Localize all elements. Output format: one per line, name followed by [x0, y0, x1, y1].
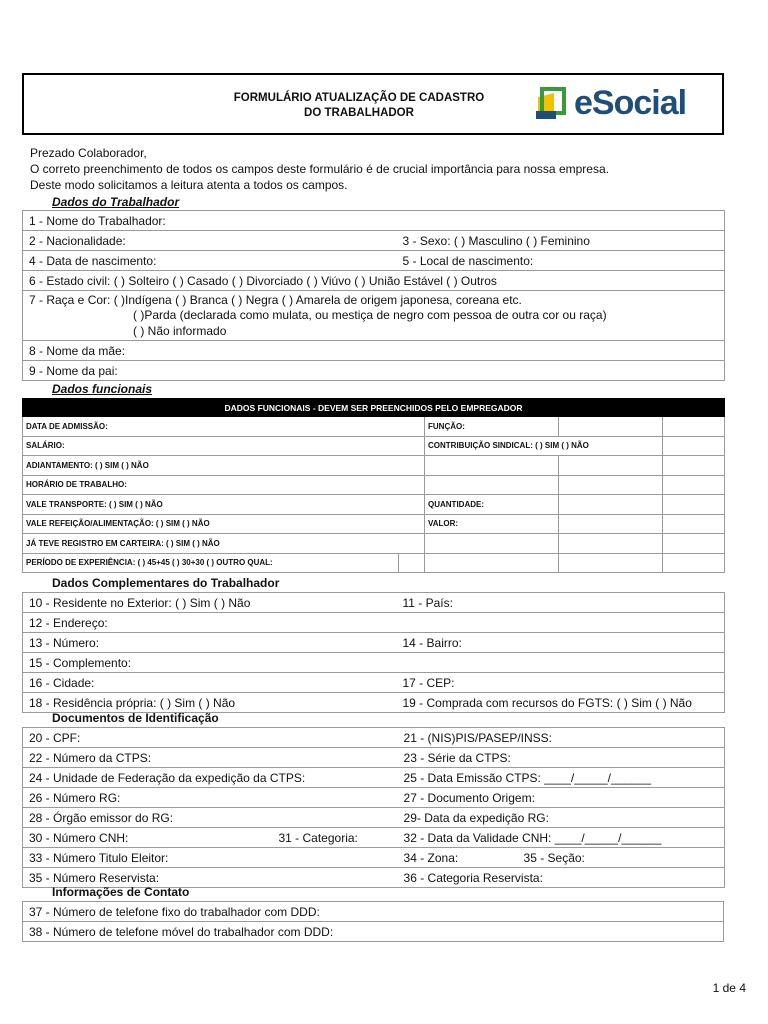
- field-validade-cnh[interactable]: 32 - Data da Validade CNH: ____/_____/______: [398, 828, 725, 848]
- section-title-dados-funcionais: Dados funcionais: [52, 382, 153, 396]
- field-residencia-propria[interactable]: 18 - Residência própria: ( ) Sim ( ) Não: [23, 693, 397, 713]
- field-numero-ctps[interactable]: 22 - Número da CTPS:: [23, 748, 398, 768]
- field-numero-reservista[interactable]: 35 - Número Reservista:: [23, 868, 398, 888]
- section-title-documentos: Documentos de Identificação: [52, 711, 219, 725]
- field-periodo-experiencia[interactable]: PERÍODO DE EXPERIÊNCIA: ( ) 45+45 ( ) 30+30 ( ) OUTRO QUAL:: [23, 553, 399, 573]
- cell-funcao-extra[interactable]: [663, 417, 725, 437]
- cell-quantidade-value[interactable]: [559, 495, 663, 515]
- field-cep[interactable]: 17 - CEP:: [397, 673, 725, 693]
- field-sexo[interactable]: 3 - Sexo: ( ) Masculino ( ) Feminino: [397, 231, 725, 251]
- cell-horario-b[interactable]: [559, 475, 663, 495]
- dados-funcionais-header: DADOS FUNCIONAIS - DEVEM SER PREENCHIDOS PELO EMPREGADOR: [23, 399, 725, 417]
- field-zona[interactable]: 34 - Zona:: [398, 848, 518, 868]
- field-numero-cnh[interactable]: 30 - Número CNH:: [23, 828, 273, 848]
- form-title-line1: FORMULÁRIO ATUALIZAÇÃO DE CADASTRO: [233, 92, 485, 104]
- section-title-dados-trabalhador: Dados do Trabalhador: [52, 195, 180, 209]
- section-title-contato: Informações de Contato: [52, 885, 190, 899]
- field-estado-civil[interactable]: 6 - Estado civil: ( ) Solteiro ( ) Casado ( ) Divorciado ( ) Viúvo ( ) União Estável ( ) Outros: [23, 271, 725, 291]
- esocial-logo-text: eSocial: [574, 84, 687, 122]
- field-data-expedicao-rg[interactable]: 29- Data da expedição RG:: [398, 808, 725, 828]
- field-contribuicao-sindical[interactable]: CONTRIBUIÇÃO SINDICAL: ( ) SIM ( ) NÃO: [425, 436, 663, 456]
- raca-cor-line2: ( )Parda (declarada como mulata, ou mestiça de negro com pessoa de outra cor ou raça): [133, 308, 607, 323]
- field-cidade[interactable]: 16 - Cidade:: [23, 673, 397, 693]
- cell-valor-extra[interactable]: [663, 514, 725, 534]
- field-telefone-movel[interactable]: 38 - Número de telefone móvel do trabalhador com DDD:: [23, 922, 724, 942]
- cell-registro-b[interactable]: [559, 534, 663, 554]
- cell-registro-c[interactable]: [663, 534, 725, 554]
- form-title-line2: DO TRABALHADOR: [304, 107, 414, 119]
- dados-complementares-table: [22, 592, 725, 713]
- raca-cor-line1: 7 - Raça e Cor: ( )Indígena ( ) Branca ( ) Negra ( ) Amarela de origem japonesa, coreana etc.: [29, 292, 522, 307]
- cell-adiant-b[interactable]: [559, 456, 663, 476]
- field-nacionalidade[interactable]: 2 - Nacionalidade:: [23, 231, 397, 251]
- field-endereco[interactable]: 12 - Endereço:: [23, 613, 725, 633]
- field-telefone-fixo[interactable]: 37 - Número de telefone fixo do trabalhador com DDD:: [23, 902, 724, 922]
- cell-contrib-extra[interactable]: [663, 436, 725, 456]
- field-horario-trabalho[interactable]: HORÁRIO DE TRABALHO:: [23, 475, 425, 495]
- field-vale-refeicao[interactable]: VALE REFEIÇÃO/ALIMENTAÇÃO: ( ) SIM ( ) NÃO: [23, 514, 425, 534]
- intro-line1: Prezado Colaborador,: [30, 146, 147, 160]
- field-pais[interactable]: 11 - País:: [397, 593, 725, 613]
- dados-funcionais-table: [22, 398, 725, 573]
- field-bairro[interactable]: 14 - Bairro:: [397, 633, 725, 653]
- cell-funcao-value[interactable]: [559, 417, 663, 437]
- field-nome-mae[interactable]: 8 - Nome da mãe:: [23, 341, 725, 361]
- cell-experiencia-a[interactable]: [425, 553, 559, 573]
- field-local-nascimento[interactable]: 5 - Local de nascimento:: [397, 251, 725, 271]
- cell-horario-c[interactable]: [663, 475, 725, 495]
- intro-line3: Deste modo solicitamos a leitura atenta a todos os campos.: [30, 178, 348, 192]
- field-numero[interactable]: 13 - Número:: [23, 633, 397, 653]
- field-vale-transporte[interactable]: VALE TRANSPORTE: ( ) SIM ( ) NÃO: [23, 495, 425, 515]
- field-secao[interactable]: 35 - Seção:: [518, 848, 725, 868]
- field-funcao[interactable]: FUNÇÃO:: [425, 417, 559, 437]
- field-valor[interactable]: VALOR:: [425, 514, 559, 534]
- field-residente-exterior[interactable]: 10 - Residente no Exterior: ( ) Sim ( ) Não: [23, 593, 397, 613]
- page-number: 1 de 4: [712, 981, 746, 995]
- cell-registro-a[interactable]: [425, 534, 559, 554]
- field-salario[interactable]: SALÁRIO:: [23, 436, 425, 456]
- field-orgao-emissor-rg[interactable]: 28 - Órgão emissor do RG:: [23, 808, 398, 828]
- field-uf-ctps[interactable]: 24 - Unidade de Federação da expedição da CTPS:: [23, 768, 398, 788]
- field-numero-rg[interactable]: 26 - Número RG:: [23, 788, 398, 808]
- field-titulo-eleitor[interactable]: 33 - Número Titulo Eleitor:: [23, 848, 398, 868]
- field-raca-cor[interactable]: [23, 291, 725, 341]
- cell-valor-value[interactable]: [559, 514, 663, 534]
- field-data-nascimento[interactable]: 4 - Data de nascimento:: [23, 251, 397, 271]
- field-categoria-reservista[interactable]: 36 - Categoria Reservista:: [398, 868, 725, 888]
- field-comprada-fgts[interactable]: 19 - Comprada com recursos do FGTS: ( ) Sim ( ) Não: [397, 693, 725, 713]
- field-nome-trabalhador[interactable]: 1 - Nome do Trabalhador:: [23, 211, 725, 231]
- documentos-table: [22, 727, 725, 888]
- form-header: [22, 73, 724, 135]
- field-nome-pai[interactable]: 9 - Nome da pai:: [23, 361, 725, 381]
- field-serie-ctps[interactable]: 23 - Série da CTPS:: [398, 748, 725, 768]
- intro-line2: O correto preenchimento de todos os campos deste formulário é de crucial importância para nossa empresa.: [30, 162, 609, 176]
- contato-table: [22, 901, 724, 942]
- field-cpf[interactable]: 20 - CPF:: [23, 728, 398, 748]
- dados-trabalhador-table: [22, 210, 725, 381]
- field-nis-pis[interactable]: 21 - (NIS)PIS/PASEP/INSS:: [398, 728, 725, 748]
- raca-cor-line3: ( ) Não informado: [133, 323, 227, 338]
- cell-quantidade-extra[interactable]: [663, 495, 725, 515]
- field-registro-carteira[interactable]: JÁ TEVE REGISTRO EM CARTEIRA: ( ) SIM ( ) NÃO: [23, 534, 425, 554]
- field-complemento[interactable]: 15 - Complemento:: [23, 653, 725, 673]
- field-data-emissao-ctps[interactable]: 25 - Data Emissão CTPS: ____/_____/______: [398, 768, 725, 788]
- field-adiantamento[interactable]: ADIANTAMENTO: ( ) SIM ( ) NÃO: [23, 456, 425, 476]
- cell-adiant-c[interactable]: [663, 456, 725, 476]
- field-quantidade[interactable]: QUANTIDADE:: [425, 495, 559, 515]
- esocial-logo: [532, 81, 706, 127]
- cell-experiencia-c[interactable]: [663, 553, 725, 573]
- cell-horario-a[interactable]: [425, 475, 559, 495]
- section-title-dados-complementares: Dados Complementares do Trabalhador: [52, 576, 280, 590]
- field-documento-origem[interactable]: 27 - Documento Origem:: [398, 788, 725, 808]
- esocial-logo-icon: [534, 87, 568, 121]
- intro-text: [30, 145, 609, 193]
- cell-experiencia-qual[interactable]: [399, 553, 425, 573]
- cell-adiant-a[interactable]: [425, 456, 559, 476]
- cell-experiencia-b[interactable]: [559, 553, 663, 573]
- field-categoria-cnh[interactable]: 31 - Categoria:: [273, 828, 398, 848]
- field-data-admissao[interactable]: DATA DE ADMISSÃO:: [23, 417, 425, 437]
